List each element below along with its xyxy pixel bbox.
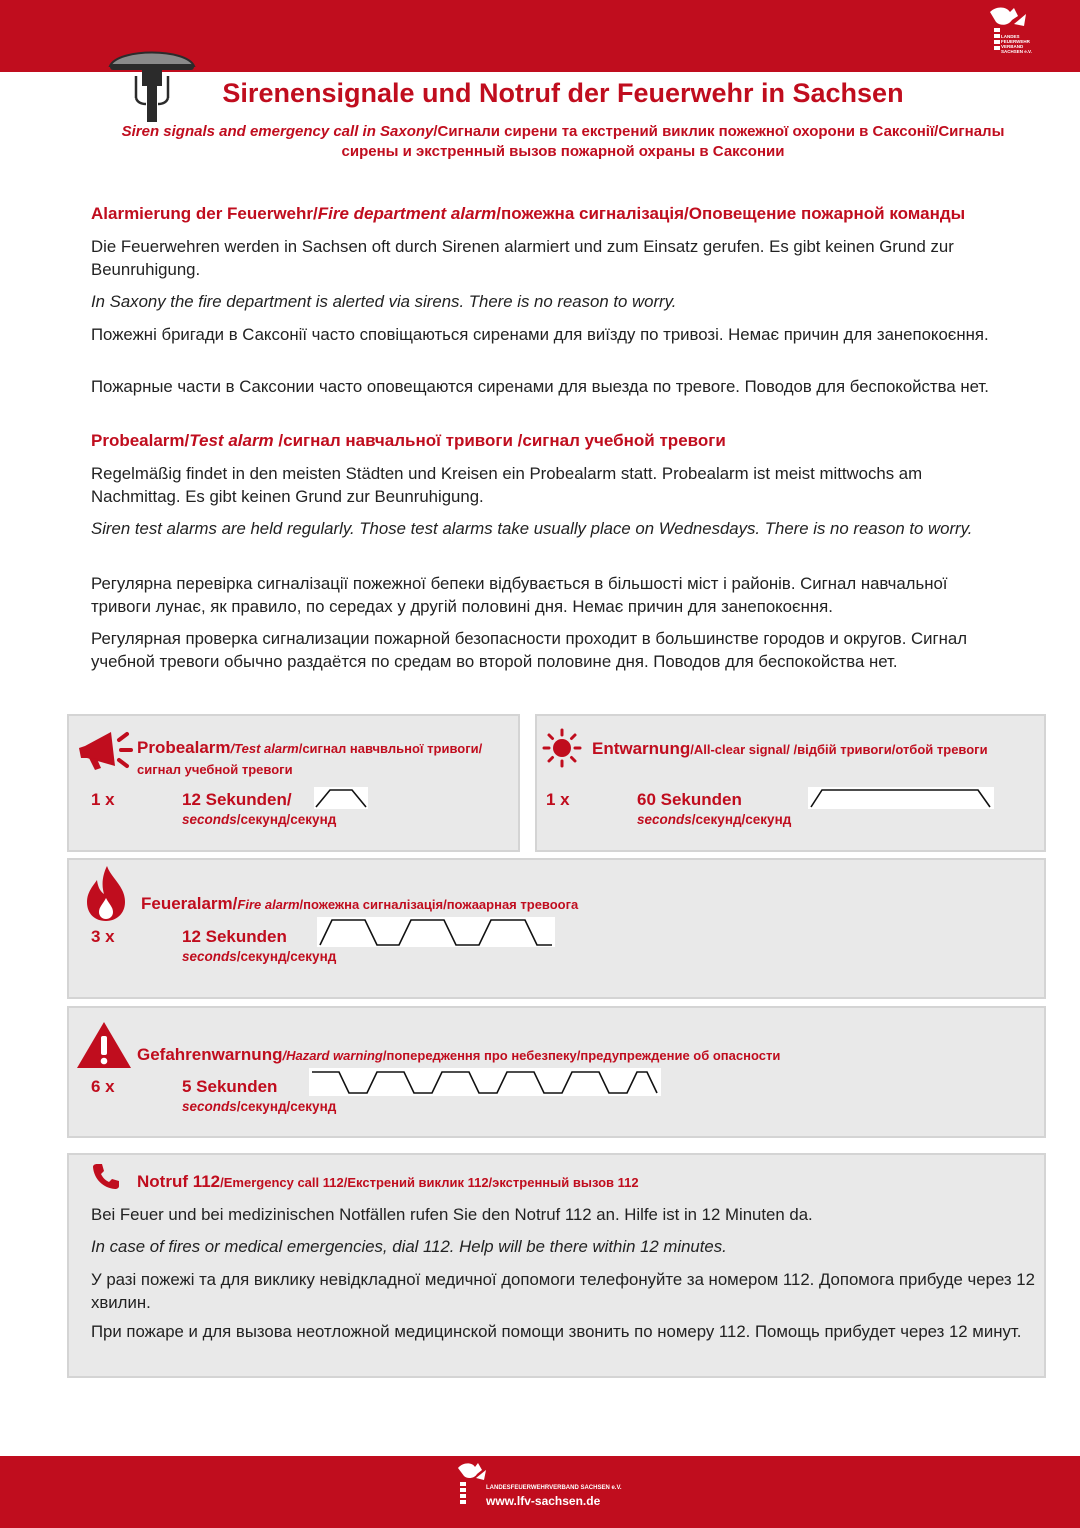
heading-test-alarm: Probealarm/Test alarm /сигнал навчальної тривоги /сигнал учебной тревоги [91,431,726,450]
warning-triangle-icon [75,1020,133,1075]
probealarm-duration: 12 Sekunden/ [182,790,292,809]
notruf-title: Notruf 112/Emergency call 112/Екстрений виклик 112/экстренный вызов 112 [137,1172,639,1191]
sun-icon [542,728,582,773]
test-text-en: Siren test alarms are held regularly. Those test alarms take usually place on Wednesdays. There is no reason to worry. [91,519,973,538]
footer-website-link[interactable]: www.lfv-sachsen.de [486,1494,601,1508]
probealarm-signal-graph [314,787,368,809]
notruf-text-uk: У разі пожежі та для виклику невідкладної медичної допомоги телефонуйте за номером 112. Допомога прибуде через 12 хвилин. [91,1270,1035,1312]
box-probealarm [67,714,520,852]
page-subtitle [100,122,1026,162]
alarm-text-de: Die Feuerwehren werden in Sachsen oft durch Sirenen alarmiert und zum Einsatz gerufen. Es gibt keinen Grund zur Beunruhigung. [91,237,954,279]
feueralarm-title: Feueralarm/Fire alarm/пожежна сигналізація/пожаарная тревоога [141,894,579,913]
page-title: Sirenensignale und Notruf der Feuerwehr in Sachsen [222,78,904,108]
gefahrenwarnung-count: 6 x [91,1077,115,1096]
box-entwarnung [535,714,1046,852]
alarm-text-ru: Пожарные части в Саксонии часто оповещаются сиренами для выезда по тревоге. Поводов для беспокойства нет. [91,377,989,396]
flame-icon [85,864,127,927]
notruf-text-en: In case of fires or medical emergencies, dial 112. Help will be there within 12 minutes. [91,1237,727,1256]
feueralarm-duration-sub: seconds/секунд/секунд [182,949,337,964]
gefahrenwarnung-duration-sub: seconds/секунд/секунд [182,1099,337,1114]
alarm-text-uk: Пожежні бригади в Саксонії часто сповіщаються сиренами для виїзду по тривозі. Немає причин для занепокоєння. [91,325,989,344]
alarm-text-en: In Saxony the fire department is alerted via sirens. There is no reason to worry. [91,292,677,311]
feueralarm-count: 3 x [91,927,115,946]
megaphone-icon [75,726,133,777]
subtitle-en: Siren signals and emergency call in Saxony [121,123,434,140]
footer-org-name: LANDESFEUERWEHRVERBAND SACHSEN e.V. [486,1485,622,1491]
gefahrenwarnung-duration: 5 Sekunden [182,1077,278,1096]
test-text-ru: Регулярная проверка сигнализации пожарной безопасности проходит в большинстве городов и округов. Сигнал учебной тревоги обычно раздаётся по средам во второй половине дня. Поводов для беспокойства нет. [91,629,968,671]
lfv-logo [984,4,1040,56]
gefahrenwarnung-title: Gefahrenwarnung/Hazard warning/попередження про небезпеку/предупреждение об опасности [137,1045,781,1064]
box-notruf [67,1153,1046,1378]
box-feueralarm [67,858,1046,999]
entwarnung-title: Entwarnung/All-clear signal/ /відбій тривоги/отбой тревоги [592,739,988,758]
probealarm-title: Probealarm/Test alarm/сигнал навчвльної тривоги/ [137,738,483,757]
feueralarm-signal-graph [317,917,555,947]
notruf-text-ru: При пожаре и для вызова неотложной медицинской помощи звонить по номеру 112. Помощь прибудет через 12 минут. [91,1322,1022,1341]
test-text-de: Regelmäßig findet in den meisten Städten und Kreisen ein Probealarm statt. Probealarm ist meist mittwochs am Nachmittag. Es gibt keinen Grund zur Beunruhigung. [91,464,923,506]
entwarnung-duration-sub: seconds/секунд/секунд [637,812,792,827]
heading-fire-department-alarm: Alarmierung der Feuerwehr/Fire department alarm/пожежна сигналізація/Оповещение пожарной команды [91,204,966,223]
box-gefahrenwarnung [67,1006,1046,1138]
notruf-text-de: Bei Feuer und bei medizinischen Notfällen rufen Sie den Notruf 112 an. Hilfe ist in 12 Minuten da. [91,1205,813,1224]
probealarm-title-line2: сигнал учебной тревоги [137,762,293,777]
feueralarm-duration: 12 Sekunden [182,927,287,946]
entwarnung-duration: 60 Sekunden [637,790,742,809]
test-text-uk: Регулярна перевірка сигналізації пожежної бепеки відбувається в більшості міст і районів. Сигнал навчальної тривоги лунає, як правило, по середах у другій половині дня. Немає причин для занепокоєння. [91,574,948,616]
logo-text: LANDES FEUERWEHR VERBAND SACHSEN e.V. [1001,34,1032,54]
subtitle-rest: /Сигнали сирени та екстрений виклик пожежної охорони в Саксонії/Сигналы сирены и экстренный вызов пожарной охраны в Саксонии [341,123,1005,160]
gefahrenwarnung-signal-graph [309,1068,661,1096]
probealarm-duration-sub: seconds/секунд/секунд [182,812,337,827]
entwarnung-signal-graph [808,787,994,809]
entwarnung-count: 1 x [546,790,570,809]
phone-icon [91,1161,121,1196]
probealarm-count: 1 x [91,790,115,809]
